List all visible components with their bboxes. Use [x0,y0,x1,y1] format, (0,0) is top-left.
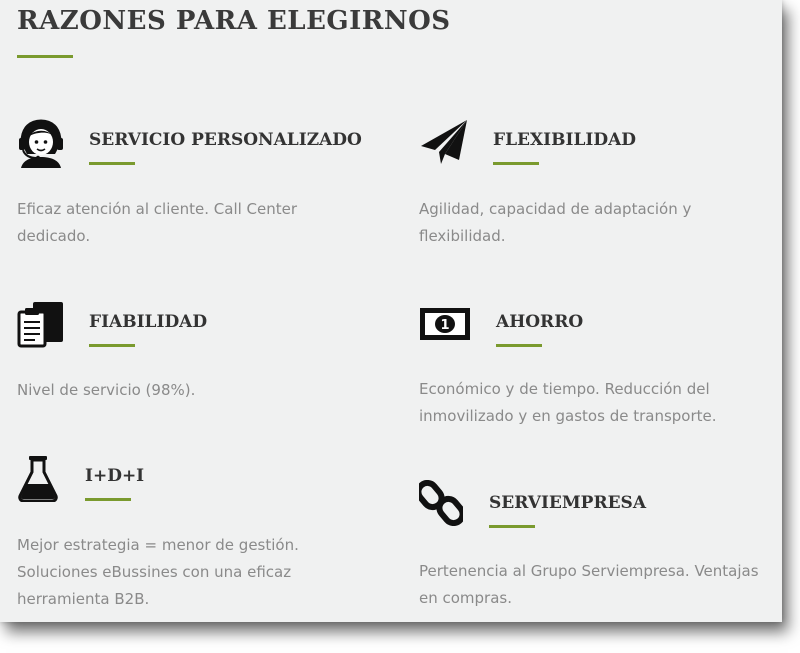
description-line: flexibilidad. [419,227,506,245]
description-line: Mejor estrategia = menor de gestión. [17,536,299,554]
documents-icon [17,300,65,348]
title-underline [17,55,73,58]
feature-description [17,532,299,613]
feature-title: SERVIEMPRESA [489,493,647,513]
feature-title: FIABILIDAD [89,312,208,332]
feature-title: I+D+I [85,466,145,486]
feature-description [419,376,717,430]
feature-title: FLEXIBILIDAD [493,130,637,150]
feature-underline [85,498,131,501]
description-line: dedicado. [17,227,91,245]
description-line: Agilidad, capacidad de adaptación y [419,200,692,218]
feature-underline [89,162,135,165]
description-line: Eficaz atención al cliente. Call Center [17,200,298,218]
feature-underline [89,344,135,347]
feature-title: SERVICIO PERSONALIZADO [89,130,362,150]
feature-description [419,558,759,612]
banknote-icon [419,300,471,348]
feature-underline [496,344,542,347]
description-line: inmovilizado y en gastos de transporte. [419,407,717,425]
feature-description [419,196,691,250]
paper-plane-icon [419,118,469,166]
feature-underline [489,525,535,528]
description-line: Económico y de tiempo. Reducción del [419,380,710,398]
description-line: Pertenencia al Grupo Serviempresa. Ventajas [419,562,759,580]
svg-text:1: 1 [440,318,450,333]
description-line: herramienta B2B. [17,590,150,608]
feature-underline [493,162,539,165]
chain-link-icon [419,480,463,526]
description-line: en compras. [419,589,513,607]
section-title: RAZONES PARA ELEGIRNOS [17,6,451,36]
flask-icon [17,454,59,502]
feature-title: AHORRO [496,312,584,332]
feature-description [17,196,297,250]
description-line: Nivel de servicio (98%). [17,381,196,399]
feature-description [17,377,195,404]
headset-agent-icon [17,118,65,168]
description-line: Soluciones eBussines con una eficaz [17,563,292,581]
